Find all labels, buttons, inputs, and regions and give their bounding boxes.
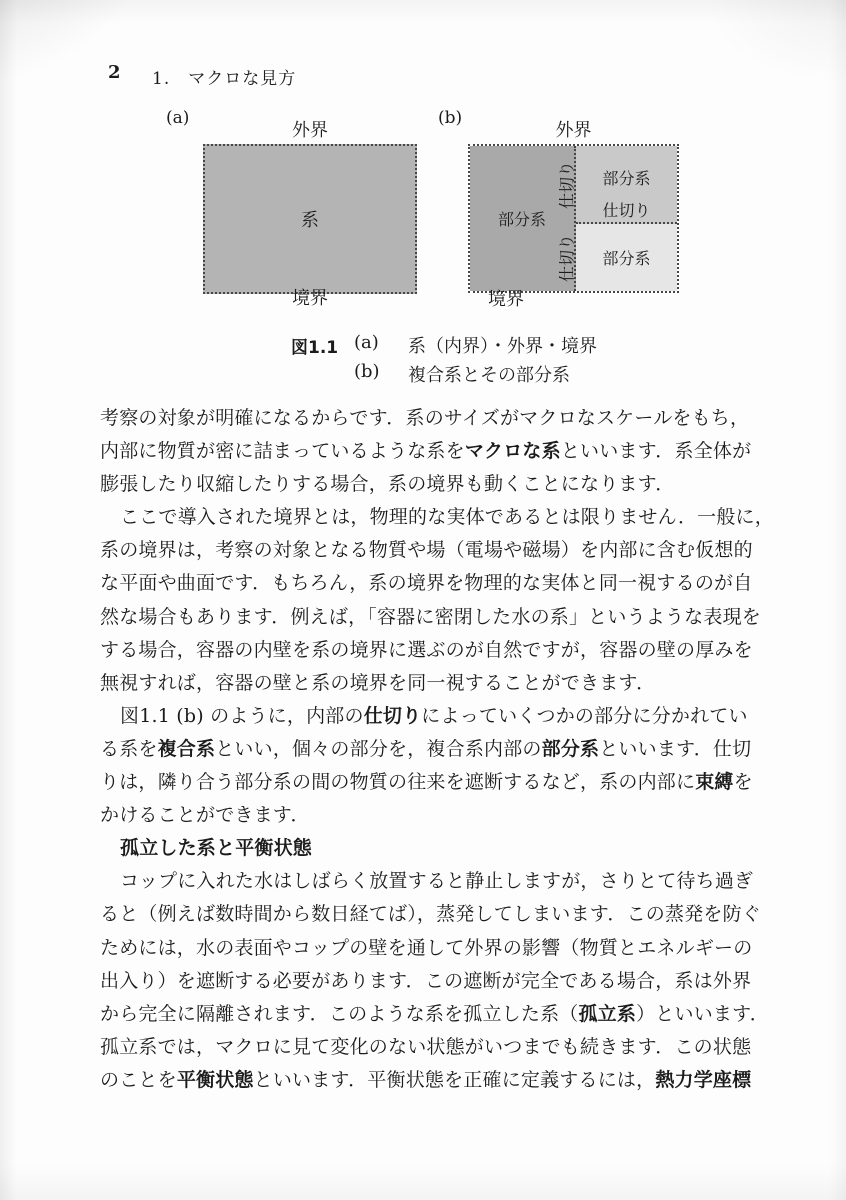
text-run: のことを [100,1068,177,1091]
body-text [100,402,800,1097]
text-run: りは，隣り合う部分系の間の物質の往来を遮断するなど，系の内部に [100,771,696,794]
text-run: 無視すれば，容器の壁と系の境界を同一視することができます． [100,671,656,694]
text-run: といいます．系全体が [560,440,752,463]
text-run: 出入り）を遮断する必要があります．この遮断が完全である場合，系は外界 [100,969,752,992]
text-run: 系の境界は，考察の対象となる物質や場（電場や磁場）を内部に含む仮想的 [100,539,753,562]
text-run: かけることができます． [100,804,310,827]
text-run: ここで導入された境界とは，物理的な実体であるとは限りません．一般に， [120,506,774,529]
text-run: 膨張したり収縮したりする場合，系の境界も動くことになります． [100,473,675,496]
figure-caption-a-tag: (a) [354,332,379,353]
text-run: によっていくつかの部分に分かれてい [421,704,748,727]
text-run: する場合，容器の内壁を系の境界に選ぶのが自然ですが，容器の壁の厚みを [100,638,753,661]
page-number: 2 [108,62,121,83]
figure-panel-b-tag: (b) [438,108,463,128]
partition-horizontal-label: 仕切り [602,201,651,220]
text-run: ためには，水の表面やコップの壁を通して外界の影響（物質とエネルギーの [100,936,753,959]
bold-term: 仕切り [363,704,422,727]
partition-vertical-top-label: 仕切り [557,160,577,210]
partition-vertical-bottom-label: 仕切り [557,233,577,283]
bold-term: 孤立系 [578,1002,637,1025]
text-line [100,501,800,534]
bold-term: 孤立した系と平衡状態 [120,837,313,860]
subsystem-top-right-region [576,146,677,224]
text-line [100,700,800,733]
text-run: 内部に物質が密に詰まっているような系を [100,440,465,463]
subsystem-bottom-right-region [576,224,677,291]
text-line [100,799,800,832]
text-line [100,1064,800,1097]
text-run: ）といいます． [636,1002,769,1025]
subsystem-top-right-label: 部分系 [602,169,651,188]
text-line [100,965,800,998]
outside-label-b: 外界 [555,120,592,141]
text-run: る系を [100,737,158,760]
text-line [100,865,800,898]
text-line [100,402,800,435]
text-line [100,534,800,567]
text-run: といい，個々の部分を，複合系内部の [215,737,542,760]
text-run: ると（例えば数時間から数日経てば），蒸発してしまいます．この蒸発を防ぐ [100,903,761,926]
figure-panel-a-tag: (a) [166,108,190,128]
section-heading [100,832,800,865]
boundary-label-a: 境界 [292,288,328,309]
figure-caption-a-text: 系（内界）・外界・境界 [408,336,597,357]
text-run: といいます．平衡状態を正確に定義するには， [253,1068,656,1091]
text-line [100,733,800,766]
bold-term: 部分系 [541,737,600,760]
text-line [100,468,800,501]
text-run: といいます．仕切 [599,737,752,760]
text-run: 然な場合もあります．例えば，「容器に密閉した水の系」というような表現を [100,605,761,628]
bold-term: 平衡状態 [176,1068,254,1091]
figure-caption-b-text: 複合系とその部分系 [408,365,570,386]
text-line [100,435,800,468]
composite-system-rect [468,144,679,293]
text-line [100,1031,800,1064]
text-run: を [733,771,753,794]
subsystem-bottom-right-label: 部分系 [602,249,651,268]
bold-term: 熱力学座標 [655,1068,752,1091]
system-label: 系 [301,210,319,231]
text-line [100,601,800,634]
system-rect-a [203,144,417,294]
text-line [100,766,800,799]
outside-label-a: 外界 [292,120,328,141]
text-run: 図1.1 (b) のように，内部の [120,704,364,727]
text-run: な平面や曲面です．もちろん，系の境界を物理的な実体と同一視するのが自 [100,572,753,595]
text-run: コップに入れた水はしばらく放置すると静止しますが，さりとて待ち過ぎ [120,870,754,893]
figure-caption-number: 図1.1 [291,338,339,358]
bold-term: 束縛 [695,771,734,794]
bold-term: 複合系 [157,737,216,760]
chapter-title: 1. マクロな見方 [152,69,297,89]
text-line [100,898,800,931]
subsystem-left-label: 部分系 [497,210,546,229]
text-line [100,634,800,667]
text-line [100,998,800,1031]
text-run: 孤立系では，マクロに見て変化のない状態がいつまでも続きます．この状態 [100,1035,752,1058]
text-line [100,932,800,965]
text-run: 考察の対象が明確になるからです．系のサイズがマクロなスケールをもち， [100,407,750,429]
text-run: から完全に隔離されます．このような系を孤立した系（ [100,1002,579,1025]
boundary-label-b: 境界 [488,289,524,310]
text-line [100,567,800,600]
bold-term: マクロな系 [464,440,561,463]
text-line [100,667,800,700]
figure-caption-b-tag: (b) [354,361,380,382]
